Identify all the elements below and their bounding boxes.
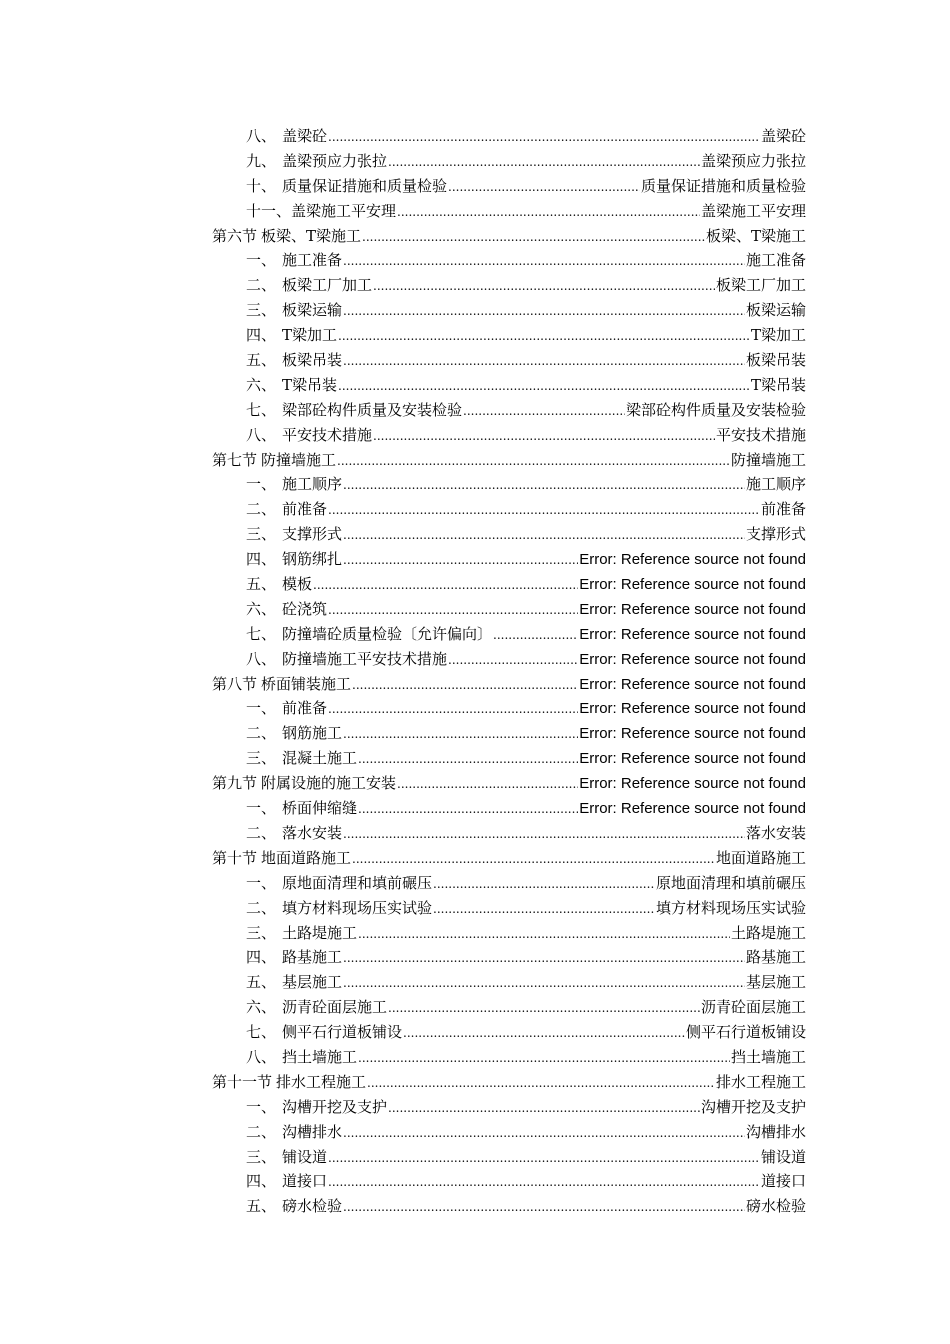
- toc-entry-number: 五、: [246, 1197, 277, 1216]
- toc-entry-title: 钢筋绑扎: [282, 550, 343, 569]
- toc-dot-leader: [493, 623, 578, 648]
- toc-entry-page-ref[interactable]: 地面道路施工: [715, 848, 806, 867]
- toc-dot-leader: [328, 1170, 760, 1195]
- toc-entry-page-ref[interactable]: 基层施工: [745, 973, 806, 992]
- toc-entry-number: 三、: [246, 1147, 277, 1166]
- toc-entry-title: 混凝土施工: [282, 749, 358, 768]
- toc-entry-title: 盖梁预应力张拉: [282, 151, 388, 170]
- toc-entry-page-ref[interactable]: 道接口: [760, 1172, 806, 1191]
- toc-entry-page-ref[interactable]: 原地面清理和填前碾压: [655, 873, 806, 892]
- toc-dot-leader: [358, 1046, 730, 1071]
- toc-subsection-entry[interactable]: [212, 721, 806, 746]
- toc-section-entry[interactable]: [212, 224, 806, 249]
- toc-subsection-entry[interactable]: [212, 547, 806, 572]
- toc-entry-number: 三、: [246, 923, 277, 942]
- toc-dot-leader: [397, 200, 700, 225]
- toc-entry-page-ref[interactable]: Error: Reference source not found: [579, 625, 806, 643]
- toc-entry-number: 四、: [246, 326, 277, 345]
- toc-entry-title: 土路堤施工: [282, 923, 358, 942]
- toc-entry-page-ref[interactable]: Error: Reference source not found: [579, 725, 806, 743]
- toc-subsection-entry[interactable]: [212, 1120, 806, 1145]
- toc-entry-number: 六、: [246, 998, 277, 1017]
- toc-entry-page-ref[interactable]: 盖梁砼: [760, 127, 806, 145]
- toc-subsection-entry[interactable]: [212, 373, 806, 398]
- toc-entry-page-ref[interactable]: Error: Reference source not found: [579, 800, 806, 818]
- toc-entry-title: 桥面伸缩缝: [282, 799, 358, 818]
- toc-subsection-entry[interactable]: [212, 398, 806, 423]
- toc-dot-leader: [433, 897, 655, 922]
- toc-subsection-entry[interactable]: [212, 921, 806, 946]
- toc-entry-title: 原地面清理和填前碾压: [282, 873, 433, 892]
- toc-entry-number: 第十一节: [212, 1072, 273, 1091]
- toc-dot-leader: [343, 946, 745, 971]
- toc-entry-title: 沟槽排水: [282, 1122, 343, 1141]
- toc-subsection-entry[interactable]: [212, 796, 806, 821]
- toc-subsection-entry[interactable]: [212, 572, 806, 597]
- toc-entry-number: 五、: [246, 351, 277, 370]
- toc-entry-page-ref[interactable]: Error: Reference source not found: [579, 600, 806, 618]
- toc-entry-page-ref[interactable]: Error: Reference source not found: [579, 650, 806, 668]
- toc-entry-title: 防撞墙砼质量检验〔允许偏向〕: [282, 624, 493, 643]
- toc-subsection-entry[interactable]: [212, 696, 806, 721]
- toc-entry-title: 盖梁砼: [282, 127, 328, 145]
- toc-entry-title: T梁加工: [282, 326, 338, 345]
- toc-entry-number: 一、: [246, 1097, 277, 1116]
- toc-dot-leader: [343, 299, 745, 324]
- toc-dot-leader: [343, 349, 745, 374]
- toc-entry-title: 填方材料现场压实试验: [282, 898, 433, 917]
- toc-entry-title: 施工准备: [282, 251, 343, 270]
- toc-dot-leader: [343, 473, 745, 498]
- toc-entry-number: 第六节: [212, 226, 258, 245]
- toc-subsection-entry[interactable]: [212, 149, 806, 174]
- toc-entry-number: 八、: [246, 127, 277, 145]
- toc-dot-leader: [337, 449, 730, 474]
- toc-entry-title: 模板: [282, 575, 313, 594]
- toc-entry-page-ref[interactable]: 盖梁施工平安理: [700, 201, 806, 220]
- toc-section-entry[interactable]: [212, 846, 806, 871]
- toc-subsection-entry[interactable]: [212, 970, 806, 995]
- toc-entry-page-ref[interactable]: 防撞墙施工: [730, 450, 806, 469]
- toc-entry-page-ref[interactable]: 填方材料现场压实试验: [655, 898, 806, 917]
- toc-entry-page-ref[interactable]: 土路堤施工: [730, 923, 806, 942]
- toc-section-entry[interactable]: [212, 771, 806, 796]
- toc-entry-page-ref[interactable]: T梁加工: [750, 326, 806, 345]
- toc-entry-page-ref[interactable]: 板梁工厂加工: [715, 276, 806, 295]
- toc-entry-number: 七、: [246, 400, 277, 419]
- toc-dot-leader: [343, 822, 745, 847]
- toc-entry-title: 桥面铺装施工: [261, 674, 352, 693]
- toc-subsection-entry[interactable]: [212, 1169, 806, 1194]
- toc-entry-number: 二、: [246, 724, 277, 743]
- toc-dot-leader: [388, 150, 700, 175]
- toc-dot-leader: [328, 598, 578, 623]
- toc-subsection-entry[interactable]: [212, 1020, 806, 1045]
- toc-dot-leader: [343, 249, 745, 274]
- toc-dot-leader: [403, 1021, 685, 1046]
- toc-entry-page-ref[interactable]: 梁部砼构件质量及安装检验: [625, 400, 806, 419]
- toc-entry-title: 支撑形式: [282, 525, 343, 544]
- toc-entry-page-ref[interactable]: 板梁吊装: [745, 351, 806, 370]
- toc-dot-leader: [338, 324, 750, 349]
- toc-dot-leader: [313, 573, 578, 598]
- toc-entry-number: 五、: [246, 973, 277, 992]
- toc-entry-number: 二、: [246, 898, 277, 917]
- toc-entry-number: 二、: [246, 276, 277, 295]
- toc-section-entry[interactable]: [212, 1070, 806, 1095]
- toc-subsection-entry[interactable]: [212, 522, 806, 547]
- toc-subsection-entry[interactable]: [212, 1045, 806, 1070]
- toc-entry-page-ref[interactable]: Error: Reference source not found: [579, 551, 806, 569]
- toc-entry-page-ref[interactable]: Error: Reference source not found: [579, 750, 806, 768]
- toc-entry-number: 四、: [246, 550, 277, 569]
- toc-subsection-entry[interactable]: [212, 273, 806, 298]
- toc-entry-title: 板梁吊装: [282, 351, 343, 370]
- toc-entry-title: 基层施工: [282, 973, 343, 992]
- toc-dot-leader: [343, 1195, 745, 1220]
- toc-dot-leader: [343, 971, 745, 996]
- toc-entry-number: 十一、: [246, 201, 292, 220]
- toc-entry-title: 板梁运输: [282, 301, 343, 320]
- toc-entry-number: 第十节: [212, 848, 258, 867]
- toc-entry-page-ref[interactable]: 排水工程施工: [715, 1072, 806, 1091]
- toc-section-entry[interactable]: [212, 448, 806, 473]
- toc-entry-number: 七、: [246, 1023, 277, 1042]
- toc-section-entry[interactable]: [212, 672, 806, 697]
- toc-entry-number: 八、: [246, 1047, 277, 1066]
- toc-dot-leader: [328, 1146, 760, 1171]
- toc-entry-title: 防撞墙施工平安技术措施: [282, 649, 448, 668]
- toc-entry-title: 前准备: [282, 699, 328, 718]
- toc-entry-page-ref[interactable]: 盖梁预应力张拉: [700, 151, 806, 170]
- toc-dot-leader: [358, 797, 578, 822]
- toc-entry-number: 四、: [246, 948, 277, 967]
- toc-entry-number: 三、: [246, 301, 277, 320]
- toc-entry-page-ref[interactable]: 沥青砼面层施工: [700, 998, 806, 1017]
- toc-entry-title: 地面道路施工: [261, 848, 352, 867]
- toc-entry-page-ref[interactable]: 沟槽排水: [745, 1122, 806, 1141]
- toc-entry-number: 六、: [246, 375, 277, 394]
- toc-entry-number: 八、: [246, 425, 277, 444]
- toc-dot-leader: [358, 747, 578, 772]
- toc-subsection-entry[interactable]: [212, 647, 806, 672]
- toc-entry-number: 九、: [246, 151, 277, 170]
- toc-entry-page-ref[interactable]: 侧平石行道板铺设: [685, 1023, 806, 1042]
- toc-entry-page-ref[interactable]: 施工顺序: [745, 475, 806, 494]
- toc-dot-leader: [328, 125, 760, 150]
- toc-entry-number: 二、: [246, 1122, 277, 1141]
- toc-entry-title: 钢筋施工: [282, 724, 343, 743]
- toc-dot-leader: [397, 772, 578, 797]
- toc-entry-page-ref[interactable]: 挡土墙施工: [730, 1047, 806, 1066]
- toc-entry-number: 三、: [246, 525, 277, 544]
- toc-entry-page-ref[interactable]: 磅水检验: [745, 1197, 806, 1216]
- toc-subsection-entry[interactable]: [212, 622, 806, 647]
- toc-subsection-entry[interactable]: [212, 298, 806, 323]
- toc-subsection-entry[interactable]: [212, 348, 806, 373]
- toc-dot-leader: [338, 374, 750, 399]
- toc-entry-page-ref[interactable]: 路基施工: [745, 948, 806, 967]
- toc-entry-page-ref[interactable]: 支撑形式: [745, 525, 806, 544]
- toc-entry-title: 质量保证措施和质量检验: [282, 176, 448, 195]
- toc-subsection-entry[interactable]: [212, 174, 806, 199]
- toc-entry-page-ref[interactable]: 板梁运输: [745, 301, 806, 320]
- toc-subsection-entry[interactable]: [212, 896, 806, 921]
- toc-entry-number: 三、: [246, 749, 277, 768]
- toc-entry-title: 板梁工厂加工: [282, 276, 373, 295]
- toc-entry-title: 落水安装: [282, 823, 343, 842]
- toc-subsection-entry[interactable]: [212, 871, 806, 896]
- toc-entry-number: 第七节: [212, 450, 258, 469]
- toc-dot-leader: [343, 523, 745, 548]
- toc-entry-number: 二、: [246, 823, 277, 842]
- toc-dot-leader: [367, 1071, 715, 1096]
- toc-dot-leader: [373, 424, 715, 449]
- toc-subsection-entry[interactable]: [212, 423, 806, 448]
- toc-entry-page-ref[interactable]: Error: Reference source not found: [579, 700, 806, 718]
- toc-dot-leader: [343, 722, 578, 747]
- toc-entry-title: 盖梁施工平安理: [291, 201, 397, 220]
- toc-entry-title: 防撞墙施工: [261, 450, 337, 469]
- toc-dot-leader: [362, 225, 705, 250]
- toc-entry-number: 六、: [246, 599, 277, 618]
- toc-entry-number: 五、: [246, 575, 277, 594]
- toc-entry-title: 梁部砼构件质量及安装检验: [282, 400, 463, 419]
- toc-entry-page-ref[interactable]: Error: Reference source not found: [579, 675, 806, 693]
- toc-subsection-entry[interactable]: [212, 821, 806, 846]
- toc-subsection-entry[interactable]: [212, 199, 806, 224]
- toc-dot-leader: [448, 648, 578, 673]
- toc-entry-title: 挡土墙施工: [282, 1047, 358, 1066]
- toc-entry-page-ref[interactable]: 板梁、T梁施工: [705, 226, 806, 245]
- toc-dot-leader: [352, 847, 715, 872]
- toc-entry-page-ref[interactable]: Error: Reference source not found: [579, 775, 806, 793]
- toc-subsection-entry[interactable]: [212, 746, 806, 771]
- toc-subsection-entry[interactable]: [212, 945, 806, 970]
- toc-entry-page-ref[interactable]: 施工准备: [745, 251, 806, 270]
- toc-entry-title: 道接口: [282, 1172, 328, 1191]
- toc-subsection-entry[interactable]: [212, 1145, 806, 1170]
- toc-entry-number: 八、: [246, 649, 277, 668]
- toc-subsection-entry[interactable]: [212, 124, 806, 149]
- toc-entry-title: 施工顺序: [282, 475, 343, 494]
- toc-entry-title: 侧平石行道板铺设: [282, 1023, 403, 1042]
- toc-entry-title: 铺设道: [282, 1147, 328, 1166]
- toc-dot-leader: [352, 673, 578, 698]
- toc-entry-number: 一、: [246, 799, 277, 818]
- toc-dot-leader: [373, 274, 715, 299]
- toc-entry-title: 平安技术措施: [282, 425, 373, 444]
- toc-entry-title: 沥青砼面层施工: [282, 998, 388, 1017]
- toc-entry-title: 磅水检验: [282, 1197, 343, 1216]
- table-of-contents: [212, 124, 806, 1219]
- toc-subsection-entry[interactable]: [212, 472, 806, 497]
- toc-entry-page-ref[interactable]: 质量保证措施和质量检验: [640, 176, 806, 195]
- toc-subsection-entry[interactable]: [212, 497, 806, 522]
- toc-entry-title: 前准备: [282, 500, 328, 519]
- toc-entry-page-ref[interactable]: 沟槽开挖及支护: [700, 1097, 806, 1116]
- toc-dot-leader: [388, 996, 700, 1021]
- toc-entry-number: 第九节: [212, 774, 258, 793]
- toc-subsection-entry[interactable]: [212, 1095, 806, 1120]
- toc-dot-leader: [433, 872, 655, 897]
- toc-entry-title: 附属设施的施工安装: [261, 774, 397, 793]
- toc-subsection-entry[interactable]: [212, 995, 806, 1020]
- toc-entry-title: 砼浇筑: [282, 599, 328, 618]
- toc-entry-number: 二、: [246, 500, 277, 519]
- toc-subsection-entry[interactable]: [212, 248, 806, 273]
- toc-dot-leader: [328, 697, 578, 722]
- toc-entry-number: 一、: [246, 873, 277, 892]
- toc-entry-number: 七、: [246, 624, 277, 643]
- toc-entry-number: 一、: [246, 475, 277, 494]
- toc-entry-page-ref[interactable]: 铺设道: [760, 1147, 806, 1166]
- toc-dot-leader: [343, 1121, 745, 1146]
- toc-dot-leader: [328, 498, 760, 523]
- toc-dot-leader: [463, 399, 625, 424]
- toc-subsection-entry[interactable]: [212, 323, 806, 348]
- toc-entry-title: 板梁、T梁施工: [261, 226, 362, 245]
- toc-dot-leader: [448, 175, 640, 200]
- toc-entry-title: 路基施工: [282, 948, 343, 967]
- toc-entry-page-ref[interactable]: 落水安装: [745, 823, 806, 842]
- toc-entry-title: 沟槽开挖及支护: [282, 1097, 388, 1116]
- toc-dot-leader: [358, 922, 730, 947]
- toc-entry-page-ref[interactable]: 前准备: [760, 500, 806, 519]
- toc-entry-number: 四、: [246, 1172, 277, 1191]
- toc-entry-number: 一、: [246, 699, 277, 718]
- toc-entry-number: 第八节: [212, 674, 258, 693]
- toc-subsection-entry[interactable]: [212, 1194, 806, 1219]
- toc-entry-number: 十、: [246, 176, 277, 195]
- toc-entry-page-ref[interactable]: 平安技术措施: [715, 425, 806, 444]
- toc-subsection-entry[interactable]: [212, 597, 806, 622]
- toc-dot-leader: [388, 1096, 700, 1121]
- toc-entry-number: 一、: [246, 251, 277, 270]
- toc-entry-page-ref[interactable]: Error: Reference source not found: [579, 576, 806, 594]
- toc-entry-page-ref[interactable]: T梁吊装: [750, 375, 806, 394]
- toc-entry-title: 排水工程施工: [276, 1072, 367, 1091]
- toc-entry-title: T梁吊装: [282, 375, 338, 394]
- toc-dot-leader: [343, 548, 578, 573]
